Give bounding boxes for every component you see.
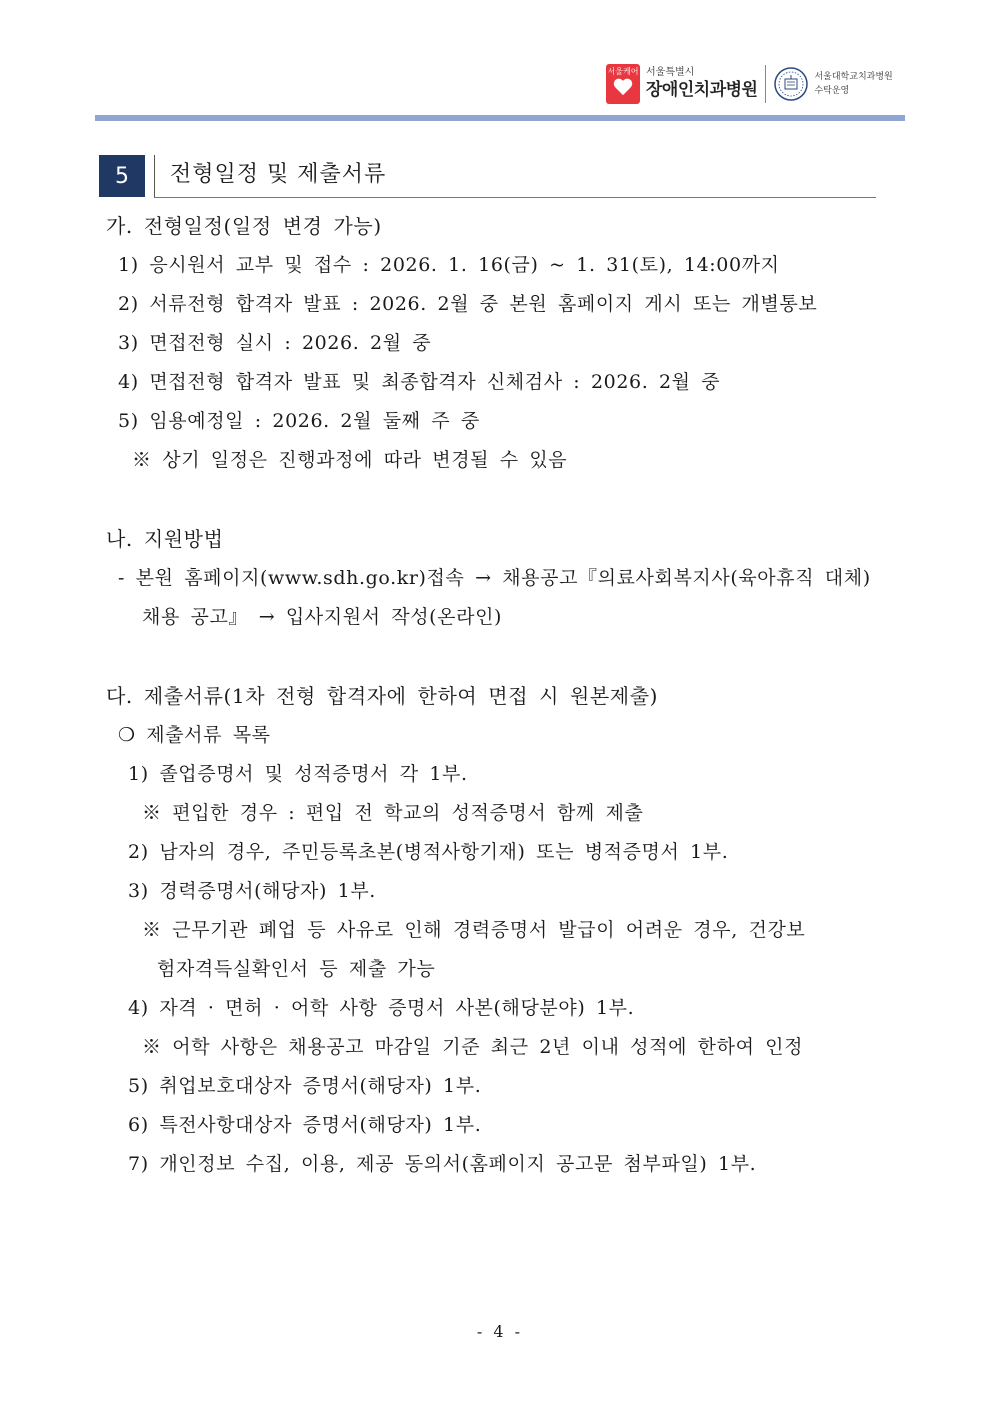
hospital-name-block	[646, 67, 757, 101]
university-name: 서울대학교치과병원	[814, 72, 893, 82]
section-title: 전형일정 및 제출서류	[170, 162, 387, 187]
documents-item-7: 7) 개인정보 수집, 이용, 제공 동의서(홈페이지 공고문 첨부파일) 1부.	[128, 1153, 757, 1175]
method-line-1: - 본원 홈페이지(www.sdh.go.kr)접속 → 채용공고『의료사회복지사(육아휴직 대체)	[118, 567, 871, 589]
documents-item-3: 3) 경력증명서(해당자) 1부.	[128, 880, 376, 902]
documents-note-3-line-2: 험자격득실확인서 등 제출 가능	[157, 958, 436, 980]
hospital-logo	[606, 62, 893, 106]
heart-icon	[613, 79, 633, 97]
operation-label: 수탁운영	[814, 86, 850, 96]
documents-note-3-line-1: ※ 근무기관 폐업 등 사유로 인해 경력증명서 발급이 어려운 경우, 건강보	[142, 919, 806, 941]
method-line-2: 채용 공고』 → 입사지원서 작성(온라인)	[142, 606, 503, 628]
city-name: 서울특별시	[646, 67, 695, 78]
hospital-name: 장애인치과병원	[646, 80, 758, 100]
schedule-item-1: 1) 응시원서 교부 및 접수 : 2026. 1. 16(금) ~ 1. 31(토), 14:00까지	[118, 254, 780, 276]
university-name-block	[814, 70, 892, 98]
logo-divider	[765, 65, 766, 103]
schedule-item-3: 3) 면접전형 실시 : 2026. 2월 중	[118, 332, 432, 354]
documents-item-1: 1) 졸업증명서 및 성적증명서 각 1부.	[128, 763, 468, 785]
university-seal-icon	[774, 67, 808, 101]
schedule-heading: 가. 전형일정(일정 변경 가능)	[106, 214, 382, 238]
documents-heading: 다. 제출서류(1차 전형 합격자에 한하여 면접 시 원본제출)	[106, 684, 659, 708]
schedule-item-2: 2) 서류전형 합격자 발표 : 2026. 2월 중 본원 홈페이지 게시 또는 개별통보	[118, 293, 818, 315]
documents-item-5: 5) 취업보호대상자 증명서(해당자) 1부.	[128, 1075, 482, 1097]
section-number: 5	[99, 155, 145, 197]
documents-note-4: ※ 어학 사항은 채용공고 마감일 기준 최근 2년 이내 성적에 한하여 인정	[142, 1036, 804, 1058]
seoulcare-logo	[606, 64, 640, 104]
documents-list-heading: ❍ 제출서류 목록	[118, 724, 271, 746]
documents-note-1: ※ 편입한 경우 : 편입 전 학교의 성적증명서 함께 제출	[142, 802, 644, 824]
page-number: - 4 -	[476, 1322, 524, 1341]
documents-item-4: 4) 자격 · 면허 · 어학 사항 증명서 사본(해당분야) 1부.	[128, 997, 635, 1019]
section-underline	[154, 197, 876, 198]
seoulcare-label: 서울케어	[607, 67, 639, 76]
documents-item-6: 6) 특전사항대상자 증명서(해당자) 1부.	[128, 1114, 482, 1136]
section-divider	[154, 155, 155, 197]
schedule-item-5: 5) 임용예정일 : 2026. 2월 둘째 주 중	[118, 410, 480, 432]
schedule-item-4: 4) 면접전형 합격자 발표 및 최종합격자 신체검사 : 2026. 2월 중	[118, 371, 721, 393]
header-rule	[95, 115, 905, 121]
documents-item-2: 2) 남자의 경우, 주민등록초본(병적사항기재) 또는 병적증명서 1부.	[128, 841, 729, 863]
method-heading: 나. 지원방법	[106, 527, 224, 551]
schedule-note: ※ 상기 일정은 진행과정에 따라 변경될 수 있음	[132, 449, 568, 471]
